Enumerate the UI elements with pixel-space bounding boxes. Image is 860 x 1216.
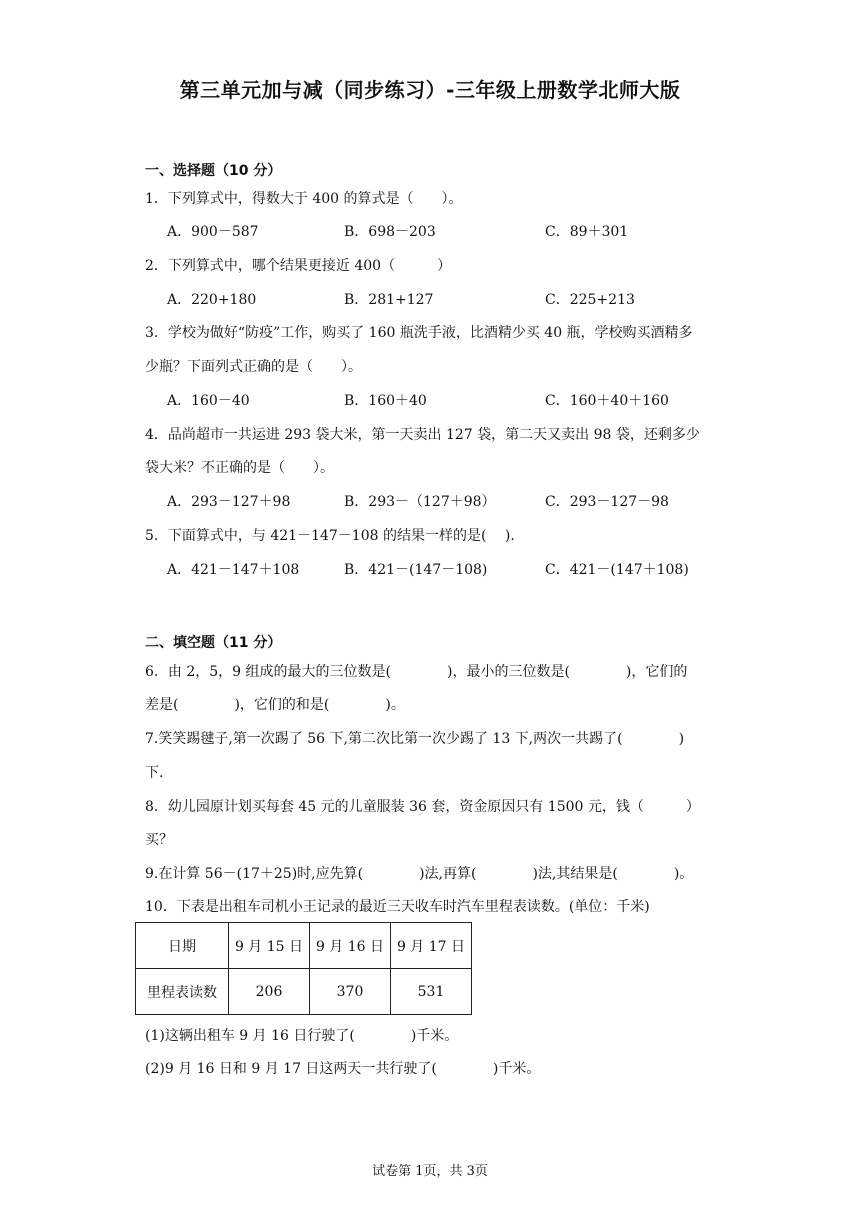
question-3-option-c: C．160＋40＋160 xyxy=(545,393,669,409)
question-10-sub-2: (2)9 月 16 日和 9 月 17 日这两天一共行驶了( )千米。 xyxy=(145,1061,541,1077)
page-footer: 试卷第 1页，共 3页 xyxy=(372,1164,488,1179)
question-5-option-c: C．421－(147＋108) xyxy=(545,562,689,578)
question-5-option-b: B．421－(147－108) xyxy=(344,562,488,578)
table-cell: 370 xyxy=(310,969,391,1015)
question-8-line-1: 8．幼儿园原计划买每套 45 元的儿童服装 36 套，资金原因只有 1500 元，钱（ ） xyxy=(145,799,700,815)
section-heading-choice: 一、选择题（10 分） xyxy=(145,163,282,179)
question-10-text: 10．下表是出租车司机小王记录的最近三天收车时汽车里程表读数。(单位：千米) xyxy=(145,899,650,915)
question-7-line-2: 下. xyxy=(145,765,164,781)
question-3-option-a: A．160－40 xyxy=(167,393,250,409)
table-header-cell: 日期 xyxy=(136,923,229,969)
question-1-option-b: B．698－203 xyxy=(344,224,436,240)
table-header-cell: 9 月 15 日 xyxy=(229,923,310,969)
table-header-cell: 9 月 16 日 xyxy=(310,923,391,969)
question-5-text: 5．下面算式中，与 421－147－108 的结果一样的是( ). xyxy=(145,528,515,544)
question-4-option-c: C．293－127－98 xyxy=(545,494,669,510)
page-title: 第三单元加与减（同步练习）-三年级上册数学北师大版 xyxy=(179,78,681,102)
table-cell: 里程表读数 xyxy=(136,969,229,1015)
question-2-option-c: C．225+213 xyxy=(545,292,635,308)
table-cell: 206 xyxy=(229,969,310,1015)
question-4-option-b: B．293－（127＋98） xyxy=(344,494,496,510)
question-9-text: 9.在计算 56－(17＋25)时,应先算( )法,再算( )法,其结果是( )。 xyxy=(145,866,694,882)
table-row xyxy=(136,923,472,969)
question-2-option-a: A．220+180 xyxy=(167,292,257,308)
question-6-line-2: 差是( )，它们的和是( )。 xyxy=(145,697,405,713)
question-2-option-b: B．281+127 xyxy=(344,292,434,308)
table-row xyxy=(136,969,472,1015)
table-header-cell: 9 月 17 日 xyxy=(391,923,472,969)
question-3-line-1: 3．学校为做好“防疫”工作，购买了 160 瓶洗手液，比酒精少买 40 瓶，学校购买酒精多 xyxy=(145,325,693,341)
question-1-text: 1．下列算式中，得数大于 400 的算式是（ ）。 xyxy=(145,191,463,207)
question-3-option-b: B．160＋40 xyxy=(344,393,427,409)
table-cell: 531 xyxy=(391,969,472,1015)
question-10-sub-1: (1)这辆出租车 9 月 16 日行驶了( )千米。 xyxy=(145,1028,459,1044)
question-4-line-1: 4．品尚超市一共运进 293 袋大米，第一天卖出 127 袋，第二天又卖出 98 袋，还剩多少 xyxy=(145,427,700,443)
section-heading-fill: 二、填空题（11 分） xyxy=(145,635,282,651)
question-8-line-2: 买？ xyxy=(145,832,173,848)
question-5-option-a: A．421－147＋108 xyxy=(167,562,300,578)
question-4-line-2: 袋大米？不正确的是（ ）。 xyxy=(145,460,334,476)
question-1-option-a: A．900－587 xyxy=(167,224,259,240)
question-2-text: 2．下列算式中，哪个结果更接近 400（ ） xyxy=(145,258,452,274)
question-7-line-1: 7.笑笑踢毽子,第一次踢了 56 下,第二次比第一次少踢了 13 下,两次一共踢了( ) xyxy=(145,731,685,747)
odometer-table xyxy=(135,922,472,1015)
question-3-line-2: 少瓶？下面列式正确的是（ ）。 xyxy=(145,359,362,375)
question-4-option-a: A．293－127＋98 xyxy=(167,494,291,510)
question-6-line-1: 6．由 2，5，9 组成的最大的三位数是( )，最小的三位数是( )，它们的 xyxy=(145,664,688,680)
question-1-option-c: C．89＋301 xyxy=(545,224,629,240)
